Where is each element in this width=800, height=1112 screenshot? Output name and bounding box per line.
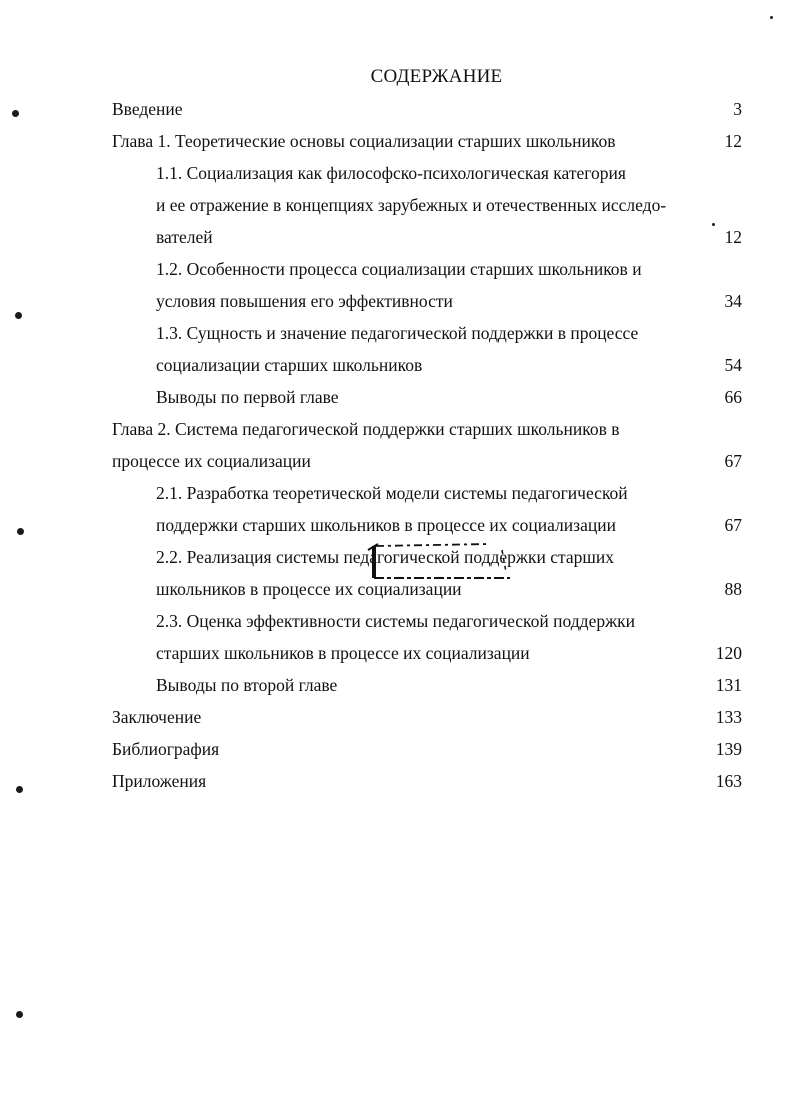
toc-entry-introduction: Введение (112, 99, 183, 119)
toc-entry-section-1-1: 1.1. Социализация как философско-психологическая категория (156, 163, 626, 183)
toc-entry-section-2-3-cont: старших школьников в процессе их социализации (156, 643, 530, 663)
binding-hole-mark (16, 786, 23, 793)
toc-entry-chapter-2: Глава 2. Система педагогической поддержки старших школьников в (112, 419, 620, 439)
toc-entry-section-1-1-cont: вателей (156, 227, 213, 247)
toc-page-number: 120 (715, 643, 742, 663)
toc-entry-section-1-2-cont: условия повышения его эффективности (156, 291, 453, 311)
toc-entry-section-2-1-cont: поддержки старших школьников в процессе их социализации (156, 515, 616, 535)
toc-entry-section-1-2: 1.2. Особенности процесса социализации старших школьников и (156, 259, 642, 279)
toc-entry-conclusion: Заключение (112, 707, 202, 727)
toc-entry-conclusions-1: Выводы по первой главе (156, 387, 339, 407)
binding-hole-mark (17, 528, 24, 535)
toc-page-number: 67 (724, 515, 742, 535)
toc-page-number: 34 (724, 291, 742, 311)
toc-entry-chapter-2-cont: процессе их социализации (112, 451, 311, 471)
toc-entry-section-1-3: 1.3. Сущность и значение педагогической поддержки в процессе (156, 323, 639, 343)
toc-entry-conclusions-2: Выводы по второй главе (156, 675, 338, 695)
toc-page-number: 131 (715, 675, 742, 695)
toc-page-number: 67 (724, 451, 742, 471)
toc-page-number: 163 (715, 771, 742, 791)
toc-entry-appendices: Приложения (112, 771, 207, 791)
toc-page-number: 54 (724, 355, 742, 375)
scan-speck (770, 16, 773, 19)
toc-entry-section-2-2-cont: школьников в процессе их социализации (156, 579, 462, 599)
toc-page-number: 3 (733, 99, 742, 119)
toc-page-number: 88 (724, 579, 742, 599)
page-title: СОДЕРЖАНИЕ (370, 66, 503, 87)
toc-page-number: 139 (715, 739, 742, 759)
toc-entry-bibliography: Библиография (112, 739, 220, 759)
toc-entry-section-2-2: 2.2. Реализация системы педагогической поддержки старших (156, 547, 614, 567)
binding-hole-mark (16, 1011, 23, 1018)
toc-entry-section-2-1: 2.1. Разработка теоретической модели системы педагогической (156, 483, 628, 503)
toc-entry-section-2-3: 2.3. Оценка эффективности системы педагогической поддержки (156, 611, 636, 631)
toc-page-number: 133 (715, 707, 742, 727)
toc-entry-section-1-3-cont: социализации старших школьников (156, 355, 423, 375)
toc-entry-chapter-1: Глава 1. Теоретические основы социализации старших школьников (112, 131, 616, 151)
toc-page-number: 66 (724, 387, 742, 407)
binding-hole-mark (12, 110, 19, 117)
toc-page-number: 12 (724, 131, 742, 151)
toc-page-number: 12 (724, 227, 742, 247)
toc-entry-section-1-1-cont: и ее отражение в концепциях зарубежных и отечественных исследо- (156, 195, 667, 215)
scan-speck (712, 223, 715, 226)
binding-hole-mark (15, 312, 22, 319)
